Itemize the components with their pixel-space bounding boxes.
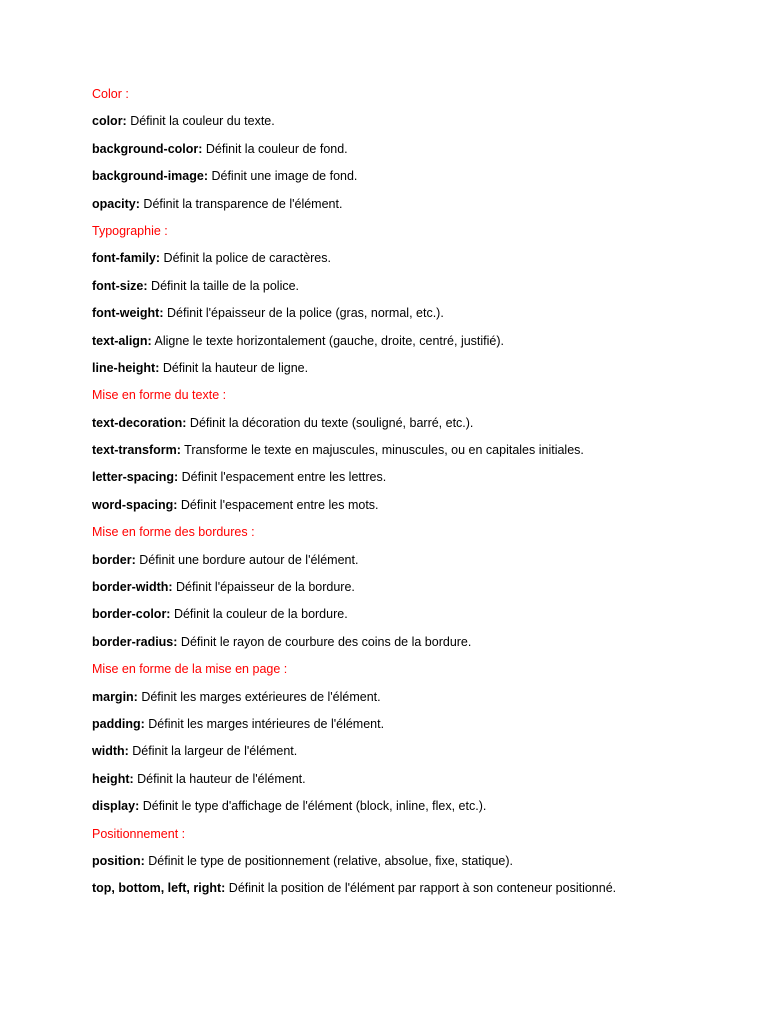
property-name: font-family:	[92, 251, 161, 266]
property-line	[92, 688, 732, 715]
property-description: Définit la couleur du texte.	[126, 114, 275, 129]
property-line	[92, 249, 732, 276]
property-name: color:	[92, 114, 127, 129]
property-name: padding:	[92, 716, 145, 731]
section-heading-mise-en-page: Mise en forme de la mise en page :	[92, 662, 288, 677]
property-line	[92, 112, 732, 139]
property-name: top, bottom, left, right:	[92, 881, 226, 896]
property-description: Aligne le texte horizontalement (gauche, droite, centré, justifié).	[151, 333, 505, 348]
property-name: height:	[92, 771, 134, 786]
property-description: Transforme le texte en majuscules, minuscules, ou en capitales initiales.	[180, 443, 584, 458]
property-name: word-spacing:	[92, 497, 178, 512]
property-description: Définit la taille de la police.	[147, 278, 300, 293]
property-name: text-transform:	[92, 443, 181, 458]
property-name: border:	[92, 552, 136, 567]
property-description: Définit les marges intérieures de l'élément.	[144, 716, 385, 731]
property-description: Définit la couleur de fond.	[202, 141, 348, 156]
property-line	[92, 277, 732, 304]
property-line	[92, 633, 732, 660]
property-name: border-color:	[92, 607, 171, 622]
section-heading-positionnement: Positionnement :	[92, 826, 186, 841]
property-name: font-size:	[92, 278, 148, 293]
property-line	[92, 852, 732, 879]
property-name: display:	[92, 799, 140, 814]
property-line	[92, 414, 732, 441]
property-name: line-height:	[92, 360, 160, 375]
property-line	[92, 332, 732, 359]
property-description: Définit le rayon de courbure des coins de la bordure.	[177, 634, 472, 649]
property-name: margin:	[92, 689, 138, 704]
section-heading-typographie: Typographie :	[92, 223, 168, 238]
property-name: width:	[92, 744, 129, 759]
property-description: Définit le type de positionnement (relative, absolue, fixe, statique).	[144, 853, 514, 868]
property-description: Définit le type d'affichage de l'élément (block, inline, flex, etc.).	[139, 799, 487, 814]
property-description: Définit une bordure autour de l'élément.	[135, 552, 359, 567]
property-description: Définit l'espacement entre les mots.	[177, 497, 379, 512]
property-description: Définit l'épaisseur de la bordure.	[172, 580, 355, 595]
property-description: Définit la hauteur de ligne.	[159, 360, 309, 375]
property-line	[92, 605, 732, 632]
property-description: Définit la décoration du texte (souligné, barré, etc.).	[186, 415, 474, 430]
property-description: Définit les marges extérieures de l'élément.	[137, 689, 381, 704]
property-name: background-image:	[92, 169, 208, 184]
property-name: text-decoration:	[92, 415, 187, 430]
property-description: Définit une image de fond.	[208, 169, 358, 184]
property-name: letter-spacing:	[92, 470, 179, 485]
property-description: Définit l'espacement entre les lettres.	[178, 470, 387, 485]
property-name: text-align:	[92, 333, 152, 348]
property-line	[92, 496, 732, 523]
section-heading-mise-en-forme-bordures: Mise en forme des bordures :	[92, 525, 255, 540]
document-page	[92, 85, 732, 907]
property-description: Définit l'épaisseur de la police (gras, normal, etc.).	[163, 306, 444, 321]
property-line	[92, 879, 732, 906]
property-description: Définit la hauteur de l'élément.	[133, 771, 306, 786]
property-line	[92, 195, 732, 222]
property-name: border-radius:	[92, 634, 178, 649]
property-line	[92, 551, 732, 578]
property-description: Définit la largeur de l'élément.	[128, 744, 298, 759]
property-line	[92, 770, 732, 797]
property-line	[92, 441, 732, 468]
property-description: Définit la couleur de la bordure.	[170, 607, 348, 622]
property-line	[92, 468, 732, 495]
property-line	[92, 304, 732, 331]
property-line	[92, 715, 732, 742]
property-line	[92, 167, 732, 194]
property-description: Définit la transparence de l'élément.	[139, 196, 343, 211]
section-heading-mise-en-forme-texte: Mise en forme du texte :	[92, 388, 227, 403]
property-name: font-weight:	[92, 306, 164, 321]
property-description: Définit la police de caractères.	[160, 251, 331, 266]
property-name: opacity:	[92, 196, 140, 211]
property-line	[92, 140, 732, 167]
section-heading-color: Color :	[92, 87, 129, 101]
property-name: border-width:	[92, 580, 173, 595]
property-line	[92, 359, 732, 386]
property-name: background-color:	[92, 141, 203, 156]
property-name: position:	[92, 853, 145, 868]
property-line	[92, 742, 732, 769]
property-line	[92, 578, 732, 605]
property-line	[92, 797, 732, 824]
property-description: Définit la position de l'élément par rapport à son conteneur positionné.	[225, 881, 617, 896]
